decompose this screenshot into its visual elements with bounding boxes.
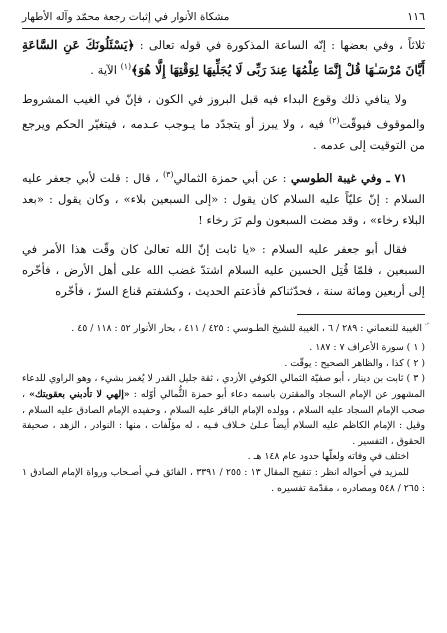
main-text [22,35,425,302]
footnote-separator [297,314,425,315]
text-run: ، قال : قلت لأبي جعفر عليه السلام : إنّ عليّاً عليه السلام كان يقول : «إلى السبعين بلاء» ، وكان يقول : «بعد البلاء رخاء» ، وقد مضت السبعون ولم نَرَ رخاء ! [22,170,425,227]
paragraph-1 [22,35,425,81]
page-number: ١١٦ [407,10,425,23]
dua-title: «إلهي لا تأدبني بعقوبتك» [29,388,130,400]
text-run: فيه ، ولا يبرز أو يتجدّد ما يـوجب عـدمه ، فيتغيّر الحكم ويرجع من التوقيت إلى عدمه . [22,116,425,152]
footnote-text: الغيبة للنعماني : ٢٨٩ / ٦ ، الغيبة للشيخ الطـوسي : ٤٢٥ / ٤١١ ، بحار الأنوار ٥٢ : ١١٨ / ٤٥ . [71,322,423,334]
paragraph-3 [22,164,425,231]
text-run: ولا ينافي ذلك وقوع البداء فيه قبل البروز في الكون ، فإنّ في الغيب المشروط والموقوف فيوقّت [22,91,425,131]
paragraph-2 [22,89,425,156]
source-marker-icon: ۜ [422,322,425,334]
footnote-ref-2[interactable]: (٢) [328,115,340,125]
text-run: : عن أبي حمزة الثمالي [173,170,291,185]
footnote-text: ( ٣ ) ثابت بن دينار ، أبو صفيّة الثمالي الكوفي الأزدي ، ثقة جليل القدر لا يُغمز بشيء ، وهو الراوي للدعاء المشهور عن الإمام السجاد والمقترن باسمه دعاء أبو حمزة الثُّمالي أوّله : [22,373,425,400]
text-run: الآية . [90,62,121,77]
hadith-number: ٧١ ـ وفي [356,170,408,185]
footnote-2: ( ٢ ) كذا ، والظاهر الصحيح : يوقّت . [284,357,425,369]
footnote-ref-1[interactable]: (١) [120,62,132,71]
footnote-3-refs: للمزيد في أحواله انظر : تنقيح المقال ١٣ : ٢٥٥ / ٣٣٩١ ، الفائق فـي أصـحاب ورواة الإمام الصادق ١ : ٢٦٥ / ٥٤٨ ومصادره ، مقدّمة تفسيره . [22,466,425,494]
footnote-3-death: اختلف في وفاته ولعلّها حدود عام ١٤٨ هـ . [247,451,409,463]
text-run: ثلاثاً ، وفي بعضها : إنّه الساعة المذكورة في قوله تعالى : [134,38,426,52]
paragraph-4: فقال أبو جعفر عليه السلام : «يا ثابت إنّ الله تعالىٰ كان وقّت هذا الأمر في السبعين ، فلمّا قُتِل الحسين عليه السلام اشتدّ غضب الله على أهل الأرض ، فأخّره إلى أربعين ومائة سنة ، فحدّثناكم فأذعتم الحديث ، وكشفتم قناع السرّ ، فأخّره [22,241,425,298]
source-title: غيبة الطوسي [290,170,357,185]
footnote-ref-3[interactable]: (٣) [163,169,174,179]
footnote-source [22,321,425,337]
page-header [22,10,425,29]
footnote-text: ، صحب الإمام السجاد عليه السلام ، وولده الإمام الباقر عليه السلام ، وحفيده الإمام الصادق عليه السلام ، وقيل : الإمام الكاظم عليه السلام أيضاً عـلىٰ خـلاف فـيه ، له مؤلّفات ، منها : النوادر ، الزهد ، صحيفة الحقوق ، التفسير . [22,388,425,447]
quran-verse: ﴿يَسْئَلُونَكَ عَنِ السَّاعَةِ أَيَّانَ مُرْسَـٰهَا قُلْ إِنَّمَا عِلْمُهَا عِندَ رَبِّى لَا يُجَلِّيهَا لِوَقْتِهَا إِلَّا هُوَ﴾ [22,38,425,77]
book-title: مشكاة الأنوار في إثبات رجعة محمّد وآله الأطهار [22,11,230,23]
footnote-1: ( ١ ) سورة الأعراف ٧ : ١٨٧ . [309,342,425,354]
footnotes [22,321,425,497]
footnote-3 [22,371,425,449]
